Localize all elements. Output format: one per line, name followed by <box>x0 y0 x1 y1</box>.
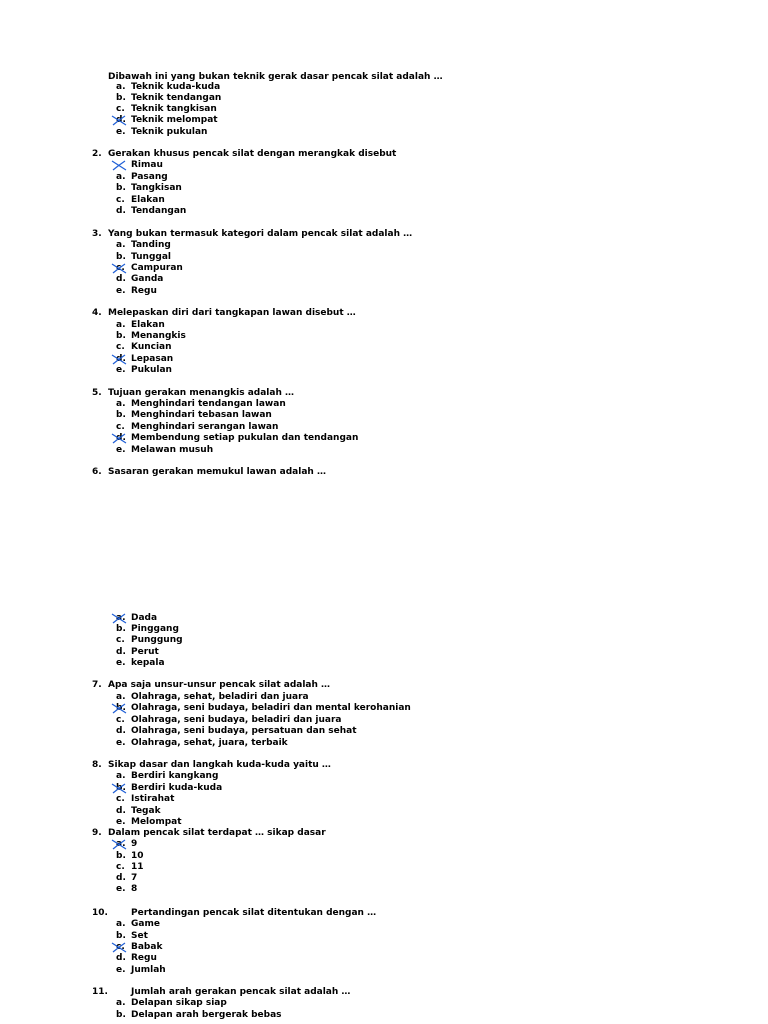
option-letter: d. <box>116 806 126 816</box>
option-text: Teknik pukulan <box>131 127 208 137</box>
question-number: 8. <box>92 760 102 770</box>
option-letter: d. <box>116 115 126 125</box>
option-text: 9 <box>131 839 138 849</box>
option-letter: c. <box>116 715 125 725</box>
option-text: Rimau <box>131 160 163 170</box>
option-text: Set <box>131 931 148 941</box>
option-letter: e. <box>116 286 126 296</box>
question-text: Sikap dasar dan langkah kuda-kuda yaitu … <box>108 760 331 770</box>
option-letter: d. <box>116 206 126 216</box>
option-letter: d. <box>116 647 126 657</box>
question-number: 6. <box>92 467 102 477</box>
option-text: Menghindari tebasan lawan <box>131 410 272 420</box>
option-text: Pasang <box>131 172 168 182</box>
option-letter: e. <box>116 658 126 668</box>
option-text: Berdiri kangkang <box>131 771 219 781</box>
option-text: Berdiri kuda-kuda <box>131 783 223 793</box>
option-letter: e. <box>116 127 126 137</box>
option-letter: b. <box>116 624 126 634</box>
question-number: 7. <box>92 680 102 690</box>
question-number: 9. <box>92 828 102 838</box>
option-letter: c. <box>116 195 125 205</box>
question-number: 2. <box>92 149 102 159</box>
option-text: Teknik tangkisan <box>131 104 217 114</box>
option-letter: c. <box>116 104 125 114</box>
option-text: kepala <box>131 658 165 668</box>
option-letter: d. <box>116 953 126 963</box>
option-text: Olahraga, seni budaya, beladiri dan juara <box>131 715 342 725</box>
option-text: Istirahat <box>131 794 175 804</box>
option-text: Regu <box>131 286 157 296</box>
cross-mark-icon <box>111 354 127 365</box>
option-text: Delapan sikap siap <box>131 998 227 1008</box>
option-text: 8 <box>131 884 138 894</box>
option-text: 7 <box>131 873 138 883</box>
cross-mark-icon <box>111 783 127 794</box>
cross-mark-icon <box>111 613 127 624</box>
option-letter: c. <box>116 862 125 872</box>
option-letter: a. <box>116 771 126 781</box>
question-number: 5. <box>92 388 102 398</box>
option-text: Olahraga, sehat, juara, terbaik <box>131 738 288 748</box>
option-text: Teknik kuda-kuda <box>131 82 221 92</box>
option-text: Menangkis <box>131 331 186 341</box>
question-number: 11. <box>92 987 108 997</box>
option-text: Lepasan <box>131 354 174 364</box>
question-number: 10. <box>92 908 108 918</box>
option-text: Tendangan <box>131 206 187 216</box>
cross-mark-icon <box>111 263 127 274</box>
option-text: Delapan arah bergerak bebas <box>131 1010 282 1020</box>
option-text: Pukulan <box>131 365 172 375</box>
option-letter: e. <box>116 884 126 894</box>
question-text: Jumlah arah gerakan pencak silat adalah … <box>131 987 351 997</box>
option-letter: b. <box>116 410 126 420</box>
option-letter: a. <box>116 172 126 182</box>
cross-mark-icon <box>111 942 127 953</box>
option-text: 10 <box>131 851 144 861</box>
question-number: 4. <box>92 308 102 318</box>
option-text: Perut <box>131 647 159 657</box>
question-text: Sasaran gerakan memukul lawan adalah … <box>108 467 326 477</box>
option-letter: d. <box>116 274 126 284</box>
option-text: Babak <box>131 942 163 952</box>
question-text: Melepaskan diri dari tangkapan lawan disebut … <box>108 308 356 318</box>
option-letter: e. <box>116 365 126 375</box>
option-letter: d. <box>116 873 126 883</box>
option-text: Campuran <box>131 263 183 273</box>
option-text: Tanding <box>131 240 171 250</box>
option-text: 11 <box>131 862 144 872</box>
option-letter: d. <box>116 354 126 364</box>
question-text: Dibawah ini yang bukan teknik gerak dasar pencak silat adalah … <box>108 72 443 82</box>
option-text: Olahraga, seni budaya, beladiri dan mental kerohanian <box>131 703 411 713</box>
option-letter: c. <box>116 342 125 352</box>
option-letter: b. <box>116 703 126 713</box>
option-text: Tegak <box>131 806 161 816</box>
option-letter: d. <box>116 726 126 736</box>
question-text: Apa saja unsur-unsur pencak silat adalah … <box>108 680 331 690</box>
option-letter: a. <box>116 839 126 849</box>
option-text: Menghindari tendangan lawan <box>131 399 286 409</box>
option-text: Olahraga, seni budaya, persatuan dan sehat <box>131 726 357 736</box>
option-letter: a. <box>116 82 126 92</box>
option-text: Membendung setiap pukulan dan tendangan <box>131 433 359 443</box>
option-letter: e. <box>116 965 126 975</box>
question-text: Yang bukan termasuk kategori dalam pencak silat adalah … <box>108 229 413 239</box>
option-letter: a. <box>116 919 126 929</box>
option-text: Kuncian <box>131 342 172 352</box>
cross-mark-icon <box>111 115 127 126</box>
option-letter: b. <box>116 1010 126 1020</box>
option-letter: a. <box>116 320 126 330</box>
option-text: Elakan <box>131 320 165 330</box>
question-number: 3. <box>92 229 102 239</box>
option-text: Teknik tendangan <box>131 93 222 103</box>
option-text: Game <box>131 919 160 929</box>
option-text: Punggung <box>131 635 183 645</box>
option-text: Teknik melompat <box>131 115 218 125</box>
cross-mark-icon <box>111 433 127 444</box>
option-letter: a. <box>116 240 126 250</box>
option-text: Olahraga, sehat, beladiri dan juara <box>131 692 309 702</box>
question-text: Dalam pencak silat terdapat … sikap dasar <box>108 828 326 838</box>
option-text: Elakan <box>131 195 165 205</box>
option-letter: e. <box>116 445 126 455</box>
cross-mark-icon <box>111 703 127 714</box>
option-letter: a. <box>116 399 126 409</box>
cross-mark-icon <box>111 160 127 171</box>
option-text: Regu <box>131 953 157 963</box>
option-text: Melawan musuh <box>131 445 214 455</box>
option-letter: a. <box>116 692 126 702</box>
option-letter: b. <box>116 931 126 941</box>
option-text: Ganda <box>131 274 164 284</box>
option-text: Tangkisan <box>131 183 182 193</box>
option-letter: c. <box>116 422 125 432</box>
option-letter: a. <box>116 613 126 623</box>
option-letter: a. <box>116 998 126 1008</box>
option-letter: d. <box>116 433 126 443</box>
option-letter: e. <box>116 738 126 748</box>
question-text: Tujuan gerakan menangkis adalah … <box>108 388 294 398</box>
cross-mark-icon <box>111 839 127 850</box>
option-letter: c. <box>116 635 125 645</box>
question-text: Pertandingan pencak silat ditentukan dengan … <box>131 908 377 918</box>
option-letter: e. <box>116 817 126 827</box>
question-text: Gerakan khusus pencak silat dengan merangkak disebut <box>108 149 397 159</box>
option-letter: b. <box>116 331 126 341</box>
option-letter: b. <box>116 183 126 193</box>
option-text: Pinggang <box>131 624 179 634</box>
option-text: Melompat <box>131 817 182 827</box>
option-letter: b. <box>116 783 126 793</box>
option-text: Dada <box>131 613 158 623</box>
option-letter: c. <box>116 942 125 952</box>
option-letter: b. <box>116 93 126 103</box>
option-letter: b. <box>116 851 126 861</box>
option-text: Jumlah <box>131 965 166 975</box>
option-letter: b. <box>116 252 126 262</box>
option-letter: c. <box>116 794 125 804</box>
option-letter: c. <box>116 263 125 273</box>
option-text: Menghindari serangan lawan <box>131 422 279 432</box>
option-text: Tunggal <box>131 252 172 262</box>
